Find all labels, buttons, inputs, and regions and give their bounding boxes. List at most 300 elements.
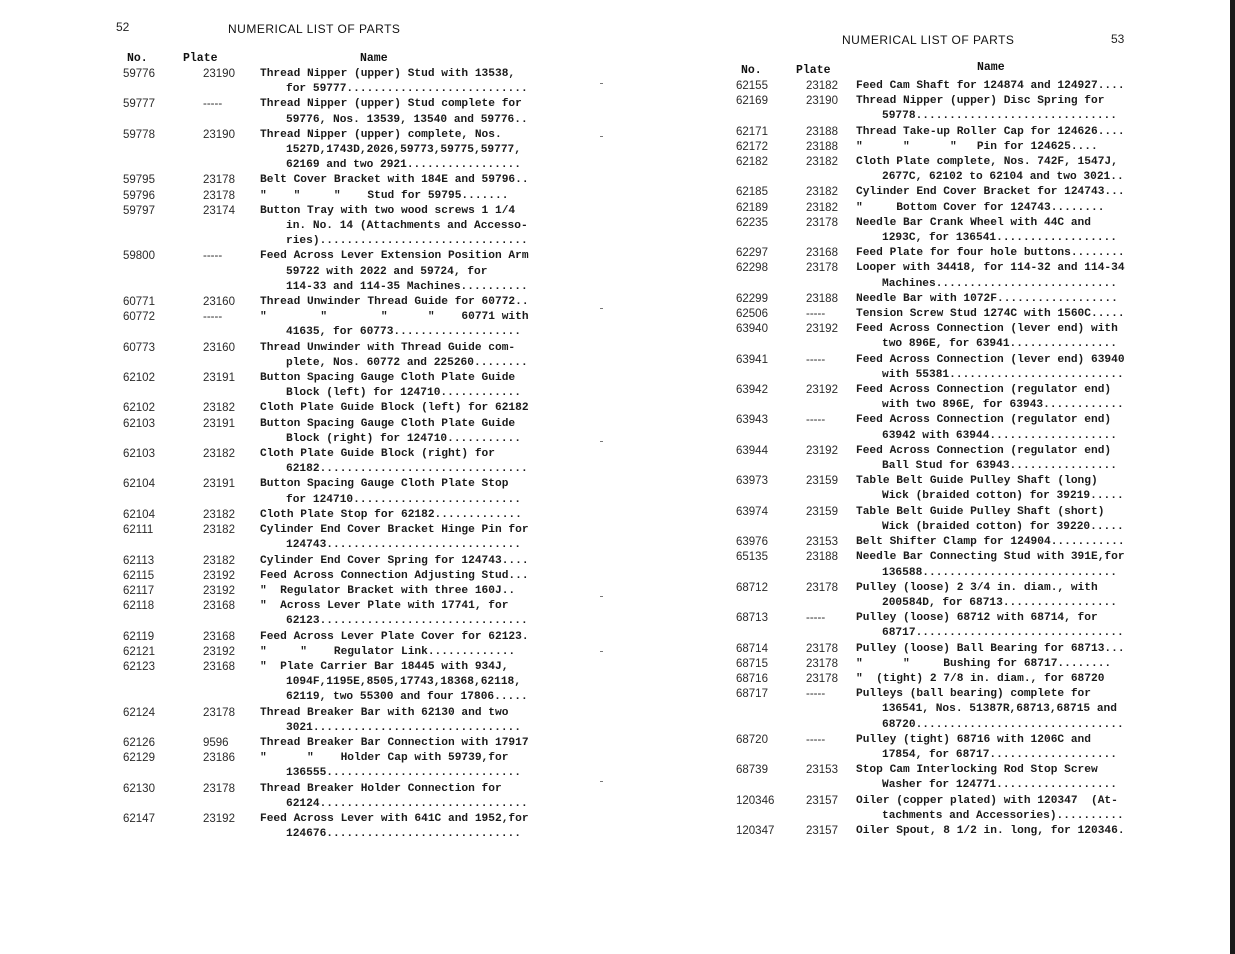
part-name-line: Table Belt Guide Pulley Shaft (long) bbox=[856, 475, 1098, 488]
plate-number: 23186 bbox=[203, 752, 235, 765]
table-row bbox=[734, 140, 1125, 155]
part-number: 62189 bbox=[736, 201, 768, 214]
table-row bbox=[120, 569, 529, 584]
part-name-line: Wick (braided cotton) for 39219..... bbox=[882, 490, 1124, 503]
part-name-line: 68720............................... bbox=[882, 718, 1124, 731]
table-row bbox=[734, 444, 1125, 474]
table-row bbox=[120, 371, 529, 401]
part-number: 68712 bbox=[736, 581, 768, 594]
part-name bbox=[260, 417, 521, 447]
part-name-line: Cylinder End Cover Bracket Hinge Pin for bbox=[260, 524, 529, 537]
part-name-line: Thread Nipper (upper) Stud with 13538, bbox=[260, 68, 516, 80]
part-name-line: " " " Stud for 59795....... bbox=[260, 189, 509, 202]
part-name-line: Thread Breaker Bar Connection with 17917 bbox=[260, 736, 529, 749]
table-row bbox=[734, 79, 1125, 94]
part-name bbox=[856, 140, 1098, 155]
part-name bbox=[856, 642, 1125, 657]
part-name-line: 68717............................... bbox=[882, 627, 1124, 640]
plate-number: 23191 bbox=[203, 478, 235, 491]
plate-number: 23190 bbox=[203, 128, 235, 141]
plate-number: 23192 bbox=[203, 812, 235, 825]
table-row bbox=[120, 173, 529, 188]
table-row bbox=[120, 67, 529, 97]
part-name-line: Thread Nipper (upper) Stud complete for bbox=[260, 98, 522, 111]
table-row bbox=[734, 733, 1125, 763]
part-number: 59777 bbox=[123, 98, 155, 111]
part-name-line: Belt Shifter Clamp for 124904........... bbox=[856, 536, 1125, 549]
part-name bbox=[856, 201, 1104, 216]
table-row bbox=[734, 322, 1125, 352]
part-name bbox=[260, 782, 528, 812]
plate-number: 23192 bbox=[806, 384, 838, 397]
part-name-line: Pulley (loose) Ball Bearing for 68713... bbox=[856, 642, 1125, 655]
table-row bbox=[120, 508, 529, 523]
part-number: 59778 bbox=[123, 128, 155, 141]
part-number: 62172 bbox=[736, 140, 768, 153]
part-name-line: Block (left) for 124710............ bbox=[286, 387, 521, 400]
table-row bbox=[734, 581, 1125, 611]
part-name-line: Wick (braided cotton) for 39220..... bbox=[882, 520, 1124, 533]
column-header-plate: Plate bbox=[183, 52, 218, 65]
parts-table bbox=[734, 79, 1125, 839]
part-name-line: Feed Across Lever Plate Cover for 62123. bbox=[260, 630, 529, 643]
plate-number: 23191 bbox=[203, 417, 235, 430]
part-number: 68713 bbox=[736, 612, 768, 625]
plate-number: 23192 bbox=[203, 584, 235, 597]
part-name-line: Cloth Plate complete, Nos. 742F, 1547J, bbox=[856, 156, 1118, 169]
plate-number: 23178 bbox=[806, 216, 838, 229]
plate-number: 23159 bbox=[806, 505, 838, 518]
part-number: 62297 bbox=[736, 247, 768, 260]
part-name bbox=[260, 523, 529, 553]
part-name-line: 63942 with 63944................... bbox=[882, 429, 1117, 442]
part-name-line: Pulley (tight) 68716 with 1206C and bbox=[856, 733, 1091, 746]
table-row bbox=[120, 417, 529, 447]
part-name-line: Feed Across Connection (regulator end) bbox=[856, 444, 1112, 457]
plate-number: 23182 bbox=[806, 201, 838, 214]
part-name-line: 136541, Nos. 51387R,68713,68715 and bbox=[882, 703, 1117, 716]
plate-number: ----- bbox=[203, 311, 223, 324]
plate-number: 9596 bbox=[203, 736, 229, 749]
table-row bbox=[120, 554, 529, 569]
part-number: 62169 bbox=[736, 95, 768, 108]
part-number: 68720 bbox=[736, 733, 768, 746]
plate-number: ----- bbox=[806, 353, 826, 366]
part-name bbox=[856, 474, 1124, 504]
part-name-line: tachments and Accessories).......... bbox=[882, 809, 1124, 822]
part-name bbox=[856, 672, 1104, 687]
part-number: 62129 bbox=[123, 752, 155, 765]
part-name bbox=[856, 444, 1117, 474]
table-row bbox=[734, 550, 1125, 580]
table-row bbox=[734, 307, 1125, 322]
part-number: 59800 bbox=[123, 250, 155, 263]
part-name bbox=[260, 204, 528, 250]
part-number: 62103 bbox=[123, 448, 155, 461]
table-row bbox=[734, 505, 1125, 535]
part-name-line: Machines........................... bbox=[882, 277, 1117, 290]
gutter-mark bbox=[600, 781, 603, 782]
plate-number: 23182 bbox=[203, 554, 235, 567]
part-number: 62113 bbox=[123, 554, 155, 567]
table-row bbox=[120, 660, 529, 706]
plate-number: 23178 bbox=[806, 262, 838, 275]
part-name bbox=[260, 706, 521, 736]
part-name-line: with 55381.......................... bbox=[882, 368, 1124, 381]
part-name-line: 59776, Nos. 13539, 13540 and 59776.. bbox=[286, 113, 528, 126]
part-number: 68739 bbox=[736, 764, 768, 777]
part-name bbox=[856, 94, 1117, 124]
part-name bbox=[856, 794, 1124, 824]
part-name bbox=[260, 310, 529, 340]
part-name bbox=[856, 733, 1117, 763]
part-name-line: 2677C, 62102 to 62104 and two 3021.. bbox=[882, 171, 1124, 184]
part-name-line: " " Regulator Link............. bbox=[260, 645, 516, 658]
part-name bbox=[260, 554, 529, 569]
part-number: 68715 bbox=[736, 657, 768, 670]
part-name bbox=[260, 630, 529, 645]
part-name-line: Belt Cover Bracket with 184E and 59796.. bbox=[260, 174, 529, 187]
part-name-line: 62119, two 55300 and four 17806..... bbox=[286, 691, 528, 704]
plate-number: 23178 bbox=[203, 782, 235, 795]
plate-number: 23190 bbox=[806, 95, 838, 108]
part-number: 63973 bbox=[736, 475, 768, 488]
part-number: 62104 bbox=[123, 478, 155, 491]
plate-number: ----- bbox=[806, 414, 826, 427]
part-number: 62182 bbox=[736, 156, 768, 169]
part-name bbox=[260, 341, 528, 371]
part-name bbox=[260, 508, 522, 523]
part-number: 63974 bbox=[736, 505, 768, 518]
table-row bbox=[734, 155, 1125, 185]
plate-number: 23160 bbox=[203, 296, 235, 309]
plate-number: 23188 bbox=[806, 125, 838, 138]
part-number: 120346 bbox=[736, 794, 775, 807]
column-header-name: Name bbox=[360, 52, 388, 65]
part-name bbox=[260, 477, 521, 507]
part-name-line: Tension Screw Stud 1274C with 1560C..... bbox=[856, 308, 1125, 321]
part-name bbox=[856, 79, 1125, 94]
part-name bbox=[260, 751, 521, 781]
part-number: 62155 bbox=[736, 80, 768, 92]
table-row bbox=[120, 249, 529, 295]
part-name bbox=[260, 295, 529, 310]
plate-number: 23188 bbox=[806, 551, 838, 564]
part-number: 62298 bbox=[736, 262, 768, 275]
table-row bbox=[120, 812, 529, 842]
part-name bbox=[260, 660, 528, 706]
table-row bbox=[734, 94, 1125, 124]
part-number: 62506 bbox=[736, 308, 768, 321]
part-name-line: 59778.............................. bbox=[882, 110, 1117, 123]
part-name-line: Thread Breaker Bar with 62130 and two bbox=[260, 706, 509, 719]
part-name bbox=[856, 383, 1124, 413]
part-name-line: Thread Breaker Holder Connection for bbox=[260, 782, 502, 795]
part-name bbox=[260, 249, 529, 295]
gutter-mark bbox=[600, 83, 603, 84]
part-name-line: Needle Bar Connecting Stud with 391E,for bbox=[856, 551, 1125, 564]
part-number: 65135 bbox=[736, 551, 768, 564]
part-name-line: Thread Take-up Roller Cap for 124626.... bbox=[856, 125, 1125, 138]
part-name bbox=[856, 581, 1117, 611]
plate-number: 23178 bbox=[203, 189, 235, 202]
table-row bbox=[734, 125, 1125, 140]
part-name-line: 62182............................... bbox=[286, 463, 528, 476]
plate-number: 23168 bbox=[203, 600, 235, 613]
part-name bbox=[856, 413, 1117, 443]
table-row bbox=[120, 751, 529, 781]
part-number: 63943 bbox=[736, 414, 768, 427]
plate-number: 23192 bbox=[203, 569, 235, 582]
part-name bbox=[260, 812, 529, 842]
part-name-line: Feed Across Lever with 641C and 1952,for bbox=[260, 812, 529, 825]
column-header-name: Name bbox=[977, 61, 1005, 74]
table-row bbox=[734, 383, 1125, 413]
table-row bbox=[120, 310, 529, 340]
part-name-line: Pulley (loose) 2 3/4 in. diam., with bbox=[856, 581, 1098, 594]
part-number: 62147 bbox=[123, 812, 155, 825]
part-name-line: 17854, for 68717................... bbox=[882, 748, 1117, 761]
part-name-line: Feed Across Connection (regulator end) bbox=[856, 384, 1112, 397]
part-name bbox=[856, 550, 1125, 580]
part-name-line: ries)............................... bbox=[286, 235, 528, 248]
part-name-line: 59722 with 2022 and 59724, for bbox=[286, 265, 488, 278]
plate-number: ----- bbox=[806, 688, 826, 701]
part-number: 62115 bbox=[123, 569, 155, 582]
part-name bbox=[856, 505, 1124, 535]
part-name-line: Feed Plate for four hole buttons........ bbox=[856, 247, 1125, 260]
part-name-line: Cylinder End Cover Spring for 124743.... bbox=[260, 554, 529, 567]
part-number: 68717 bbox=[736, 688, 768, 701]
part-name-line: 62123............................... bbox=[286, 615, 528, 628]
part-name-line: Thread Unwinder Thread Guide for 60772.. bbox=[260, 296, 529, 309]
table-row bbox=[120, 584, 529, 599]
table-row bbox=[734, 216, 1125, 246]
part-name-line: Button Spacing Gauge Cloth Plate Guide bbox=[260, 372, 516, 385]
parts-table bbox=[120, 67, 529, 842]
table-row bbox=[734, 824, 1125, 839]
part-number: 62118 bbox=[123, 600, 155, 613]
table-row bbox=[734, 687, 1125, 733]
part-name-line: " " Bushing for 68717........ bbox=[856, 657, 1112, 670]
part-name-line: 1527D,1743D,2026,59773,59775,59777, bbox=[286, 144, 521, 157]
part-name-line: Block (right) for 124710........... bbox=[286, 432, 521, 445]
table-row bbox=[734, 261, 1125, 291]
plate-number: ----- bbox=[806, 612, 826, 625]
part-name-line: Pulley (loose) 68712 with 68714, for bbox=[856, 612, 1098, 625]
part-name-line: Needle Bar Crank Wheel with 44C and bbox=[856, 216, 1091, 229]
part-name-line: Feed Across Connection Adjusting Stud... bbox=[260, 569, 529, 582]
plate-number: 23182 bbox=[203, 508, 235, 521]
part-name bbox=[856, 185, 1125, 200]
part-name bbox=[856, 763, 1117, 793]
part-name bbox=[260, 569, 529, 584]
plate-number: 23178 bbox=[806, 672, 838, 685]
part-name-line: for 124710......................... bbox=[286, 493, 521, 506]
plate-number: 23159 bbox=[806, 475, 838, 488]
part-name-line: plete, Nos. 60772 and 225260........ bbox=[286, 356, 528, 369]
part-number: 62299 bbox=[736, 292, 768, 305]
table-row bbox=[734, 201, 1125, 216]
part-name-line: " Plate Carrier Bar 18445 with 934J, bbox=[260, 660, 509, 673]
part-number: 62104 bbox=[123, 508, 155, 521]
plate-number: 23160 bbox=[203, 341, 235, 354]
plate-number: 23178 bbox=[203, 174, 235, 187]
part-number: 63944 bbox=[736, 444, 768, 457]
part-name-line: 62124............................... bbox=[286, 797, 528, 810]
part-number: 63976 bbox=[736, 536, 768, 549]
part-number: 62121 bbox=[123, 645, 155, 658]
table-row bbox=[734, 353, 1125, 383]
plate-number: 23153 bbox=[806, 536, 838, 549]
part-name-line: 136555............................. bbox=[286, 767, 521, 780]
part-name-line: Cloth Plate Guide Block (left) for 62182 bbox=[260, 402, 529, 415]
part-name bbox=[856, 216, 1117, 246]
part-number: 62130 bbox=[123, 782, 155, 795]
part-name bbox=[856, 292, 1118, 307]
part-name bbox=[856, 611, 1124, 641]
plate-number: 23182 bbox=[806, 156, 838, 169]
part-name-line: 1094F,1195E,8505,17743,18368,62118, bbox=[286, 676, 521, 689]
part-name bbox=[856, 824, 1125, 839]
gutter-mark bbox=[600, 596, 603, 597]
part-name-line: Cloth Plate Guide Block (right) for bbox=[260, 448, 495, 461]
part-number: 62123 bbox=[123, 660, 155, 673]
part-name-line: Table Belt Guide Pulley Shaft (short) bbox=[856, 505, 1105, 518]
part-name bbox=[856, 246, 1125, 261]
part-number: 59796 bbox=[123, 189, 155, 202]
part-name-line: " " " " 60771 with bbox=[260, 311, 529, 324]
table-row bbox=[120, 189, 529, 204]
column-header-no: No. bbox=[127, 52, 148, 65]
part-name bbox=[260, 584, 515, 599]
gutter-mark bbox=[600, 308, 603, 309]
part-name bbox=[856, 261, 1125, 291]
plate-number: 23178 bbox=[203, 706, 235, 719]
part-name bbox=[260, 97, 528, 127]
part-name-line: 136588............................. bbox=[882, 566, 1117, 579]
part-name-line: Thread Nipper (upper) Disc Spring for bbox=[856, 95, 1105, 108]
part-name bbox=[260, 371, 521, 401]
part-number: 59776 bbox=[123, 68, 155, 80]
part-name-line: for 59777........................... bbox=[286, 83, 528, 96]
part-name-line: Washer for 124771.................. bbox=[882, 779, 1117, 792]
table-row bbox=[734, 474, 1125, 504]
table-row bbox=[120, 477, 529, 507]
gutter-mark bbox=[600, 136, 603, 137]
part-number: 62235 bbox=[736, 216, 768, 229]
part-name-line: Pulleys (ball bearing) complete for bbox=[856, 688, 1091, 701]
part-name-line: Cloth Plate Stop for 62182............. bbox=[260, 508, 522, 521]
table-row bbox=[734, 763, 1125, 793]
part-number: 62171 bbox=[736, 125, 768, 138]
table-row bbox=[734, 185, 1125, 200]
part-name-line: two 896E, for 63941................ bbox=[882, 338, 1117, 351]
table-row bbox=[120, 341, 529, 371]
part-name-line: Looper with 34418, for 114-32 and 114-34 bbox=[856, 262, 1125, 275]
part-number: 62126 bbox=[123, 736, 155, 749]
part-name-line: 114-33 and 114-35 Machines.......... bbox=[286, 280, 528, 293]
table-row bbox=[734, 535, 1125, 550]
part-name bbox=[856, 322, 1118, 352]
part-name-line: " (tight) 2 7/8 in. diam., for 68720 bbox=[856, 672, 1105, 685]
part-name-line: Stop Cam Interlocking Rod Stop Screw bbox=[856, 764, 1098, 777]
table-row bbox=[120, 736, 529, 751]
part-name-line: Feed Across Connection (lever end) 63940 bbox=[856, 353, 1125, 366]
part-name-line: Needle Bar with 1072F.................. bbox=[856, 292, 1118, 305]
page-number: 52 bbox=[116, 20, 130, 34]
table-row bbox=[120, 706, 529, 736]
left-page bbox=[0, 0, 617, 954]
part-name-line: 124676............................. bbox=[286, 828, 521, 841]
plate-number: 23174 bbox=[203, 204, 235, 217]
part-name bbox=[260, 128, 521, 174]
part-name-line: Button Tray with two wood screws 1 1/4 bbox=[260, 204, 516, 217]
part-number: 63941 bbox=[736, 353, 768, 366]
part-number: 63940 bbox=[736, 323, 768, 336]
part-name-line: Oiler (copper plated) with 120347 (At- bbox=[856, 794, 1118, 807]
part-number: 68714 bbox=[736, 642, 768, 655]
part-name-line: " Across Lever Plate with 17741, for bbox=[260, 600, 509, 613]
part-name-line: in. No. 14 (Attachments and Accesso- bbox=[286, 220, 528, 233]
part-number: 62102 bbox=[123, 372, 155, 385]
part-name bbox=[856, 657, 1111, 672]
plate-number: 23168 bbox=[203, 630, 235, 643]
part-number: 62124 bbox=[123, 706, 155, 719]
part-name-line: Thread Unwinder with Thread Guide com- bbox=[260, 341, 516, 354]
plate-number: 23188 bbox=[806, 140, 838, 153]
table-row bbox=[120, 599, 529, 629]
part-number: 60771 bbox=[123, 296, 155, 309]
plate-number: 23153 bbox=[806, 764, 838, 777]
column-header-plate: Plate bbox=[796, 64, 831, 77]
plate-number: 23178 bbox=[806, 642, 838, 655]
part-name-line: " " Holder Cap with 59739,for bbox=[260, 752, 509, 765]
part-name-line: Thread Nipper (upper) complete, Nos. bbox=[260, 128, 502, 141]
plate-number: 23168 bbox=[806, 247, 838, 260]
part-number: 60772 bbox=[123, 311, 155, 324]
part-number: 62117 bbox=[123, 584, 155, 597]
part-name bbox=[260, 645, 515, 660]
part-name bbox=[856, 125, 1125, 140]
part-name-line: 124743............................. bbox=[286, 539, 521, 552]
part-number: 59795 bbox=[123, 174, 155, 187]
plate-number: 23182 bbox=[806, 80, 838, 92]
part-name bbox=[856, 687, 1124, 733]
plate-number: 23190 bbox=[203, 68, 235, 80]
table-row bbox=[120, 523, 529, 553]
table-row bbox=[734, 246, 1125, 261]
part-number: 63942 bbox=[736, 384, 768, 397]
part-name bbox=[260, 401, 529, 416]
part-number: 62119 bbox=[123, 630, 155, 643]
right-page bbox=[617, 0, 1235, 954]
part-name bbox=[260, 189, 508, 204]
part-number: 62102 bbox=[123, 402, 155, 415]
part-number: 120347 bbox=[736, 824, 775, 837]
part-name bbox=[260, 599, 528, 629]
part-name-line: 1293C, for 136541.................. bbox=[882, 232, 1117, 245]
part-number: 68716 bbox=[736, 672, 768, 685]
part-name-line: Feed Cam Shaft for 124874 and 124927.... bbox=[856, 80, 1125, 92]
table-row bbox=[734, 657, 1125, 672]
plate-number: 23182 bbox=[203, 524, 235, 537]
plate-number: 23182 bbox=[203, 448, 235, 461]
part-number: 62111 bbox=[123, 524, 154, 537]
part-number: 62185 bbox=[736, 186, 768, 199]
part-name-line: " " " Pin for 124625.... bbox=[856, 140, 1098, 153]
part-name bbox=[260, 447, 528, 477]
